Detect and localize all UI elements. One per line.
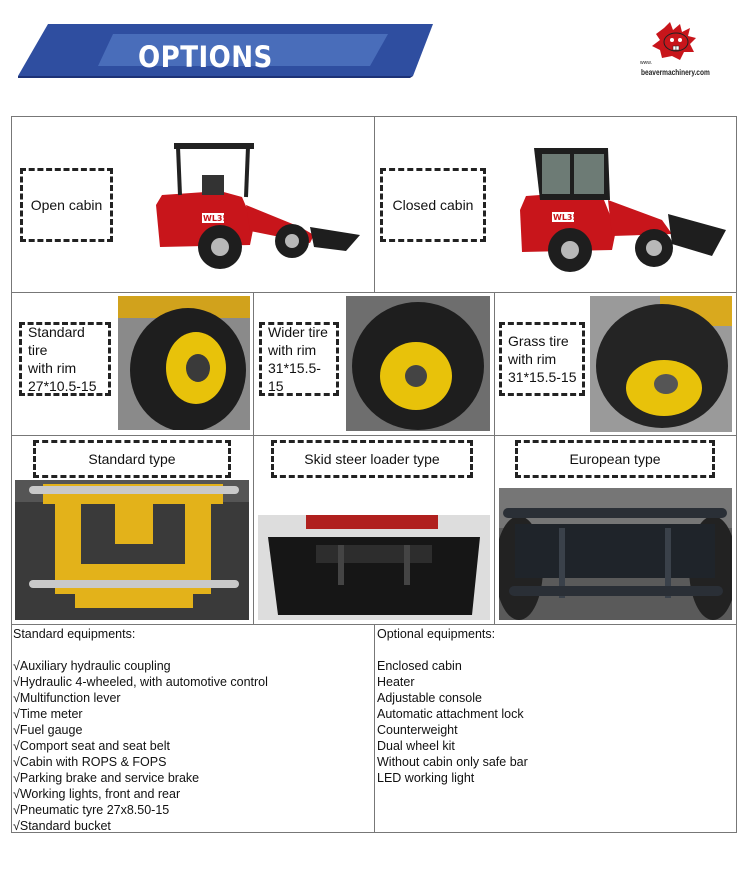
closed-cabin-loader-image: [512, 140, 732, 275]
optional-equipments-title: Optional equipments:: [377, 627, 496, 641]
standard-frame-image: [15, 480, 249, 620]
grass-tire-image: [590, 296, 732, 432]
divider: [374, 116, 375, 292]
list-item: Without cabin only safe bar: [377, 755, 528, 769]
list-item: √Multifunction lever: [13, 691, 121, 705]
attachment-label-skid-steer: Skid steer loader type: [271, 440, 473, 478]
cabin-label-closed: Closed cabin: [380, 168, 486, 242]
tire-label-line: 27*10.5-15: [28, 378, 97, 394]
divider: [494, 292, 495, 624]
logo-text: beavermachinery.com: [641, 68, 710, 77]
cabin-label-open: Open cabin: [20, 168, 113, 242]
standard-equipments-list: [13, 658, 268, 834]
tire-label-grass: [499, 322, 585, 396]
tire-label-line: Wider tire: [268, 324, 328, 340]
european-frame-image: [499, 488, 732, 620]
tire-label-line: Grass tire: [508, 333, 569, 349]
attachment-label-standard: Standard type: [33, 440, 231, 478]
page-title: OPTIONS: [138, 40, 273, 74]
divider: [253, 292, 254, 624]
standard-tire-image: [118, 296, 250, 430]
standard-equipments-title: Standard equipments:: [13, 627, 136, 641]
model-badge: WL35: [553, 213, 579, 222]
list-item: Enclosed cabin: [377, 659, 462, 673]
list-item: Automatic attachment lock: [377, 707, 524, 721]
divider: [374, 624, 375, 833]
list-item: √Cabin with ROPS & FOPS: [13, 755, 167, 769]
open-cabin-loader-image: [150, 135, 368, 275]
list-item: √Standard bucket: [13, 819, 111, 833]
list-item: LED working light: [377, 771, 475, 785]
list-item: √Hydraulic 4-wheeled, with automotive control: [13, 675, 268, 689]
list-item: √Parking brake and service brake: [13, 771, 200, 785]
list-item: √Comport seat and seat belt: [13, 739, 170, 753]
list-item: √Auxiliary hydraulic coupling: [13, 659, 171, 673]
tire-label-standard: [19, 322, 111, 396]
attachment-label-european: European type: [515, 440, 715, 478]
list-item: Adjustable console: [377, 691, 482, 705]
tire-label-line: with rim: [28, 360, 77, 376]
skid-steer-frame-image: [258, 515, 490, 620]
list-item: Counterweight: [377, 723, 458, 737]
wider-tire-image: [346, 296, 490, 431]
list-item: Heater: [377, 675, 415, 689]
list-item: Dual wheel kit: [377, 739, 455, 753]
tire-label-line: with rim: [508, 351, 557, 367]
tire-label-line: Standard tire: [28, 324, 85, 358]
logo-www: www.: [640, 60, 652, 66]
divider: [11, 292, 737, 293]
optional-equipments-list: [377, 658, 528, 786]
tire-label-line: 31*15.5-15: [268, 360, 321, 394]
list-item: √Time meter: [13, 707, 83, 721]
tire-label-line: with rim: [268, 342, 317, 358]
list-item: √Pneumatic tyre 27x8.50-15: [13, 803, 170, 817]
tire-label-line: 31*15.5-15: [508, 369, 577, 385]
list-item: √Fuel gauge: [13, 723, 83, 737]
divider: [11, 435, 737, 436]
tire-label-wider: [259, 322, 339, 396]
list-item: √Working lights, front and rear: [13, 787, 181, 801]
model-badge: WL35: [203, 214, 229, 223]
